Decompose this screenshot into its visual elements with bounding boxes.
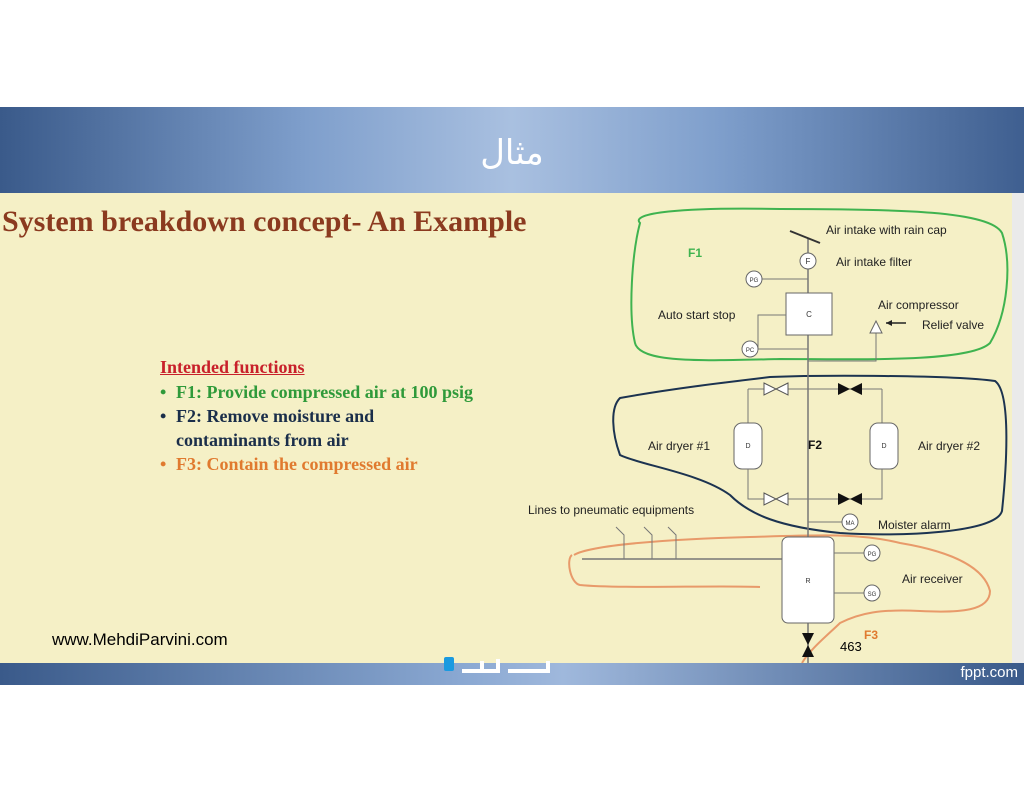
page-number: 463: [840, 639, 862, 654]
website-url: www.MehdiParvini.com: [52, 630, 228, 649]
label-auto-start-stop: Auto start stop: [658, 308, 736, 322]
bullet: •: [160, 454, 167, 474]
label-moister-alarm: Moister alarm: [878, 518, 951, 532]
pressure-switch-label: PC: [745, 348, 755, 354]
valve-bottom-right: [838, 493, 850, 505]
bullet: •: [160, 382, 167, 402]
pressure-gauge-top-label: PG: [749, 278, 759, 284]
dryer-1-symbol: D: [745, 443, 751, 450]
slide-content: [0, 193, 1012, 663]
function-item-f2: [160, 404, 473, 428]
slide-title: System breakdown concept- An Example: [2, 205, 527, 238]
moisture-alarm-symbol-label: MA: [845, 521, 855, 527]
label-lines-pneumatic: Lines to pneumatic equipments: [528, 503, 695, 517]
function-item-f1: [160, 380, 473, 404]
valve-bottom-left: [764, 493, 776, 505]
drain-valve: [802, 633, 814, 645]
f3-boundary: [569, 535, 990, 663]
relief-valve-symbol: [870, 321, 882, 333]
filter-symbol-label: F: [805, 257, 811, 266]
footer-brand: fppt.com: [960, 664, 1018, 681]
label-air-dryer-1: Air dryer #1: [648, 439, 711, 453]
valve-top-right: [838, 383, 850, 395]
banner-title: مثال: [480, 133, 544, 173]
sight-glass-symbol-label: SG: [867, 592, 877, 598]
function-text: F2: Remove moisture and: [176, 406, 375, 426]
function-text: F3: Contain the compressed air: [176, 454, 418, 474]
rain-cap-line: [790, 231, 820, 243]
label-f2: F2: [808, 438, 823, 452]
label-air-intake-rain-cap: Air intake with rain cap: [826, 223, 947, 237]
functions-heading: Intended functions: [160, 357, 305, 377]
label-f3: F3: [864, 628, 879, 642]
receiver-pressure-gauge-label: PG: [867, 552, 877, 558]
title-banner: [0, 107, 1024, 193]
receiver-symbol: R: [805, 578, 811, 585]
function-item-f3: [160, 452, 473, 476]
compressor-label: C: [806, 310, 812, 319]
bullet: •: [160, 406, 167, 426]
f1-boundary: [631, 209, 1007, 361]
intended-functions: [160, 357, 473, 476]
label-f1: F1: [688, 246, 703, 260]
label-air-compressor: Air compressor: [878, 298, 959, 312]
label-air-dryer-2: Air dryer #2: [918, 439, 981, 453]
label-air-intake-filter: Air intake filter: [836, 255, 913, 269]
slide-edge-strip: [1012, 193, 1024, 663]
decorative-logo-icon: [438, 651, 558, 679]
function-text: F1: Provide compressed air at 100 psig: [176, 382, 473, 402]
function-text: contaminants from air: [176, 430, 349, 450]
dryer-2-symbol: D: [881, 443, 887, 450]
label-relief-valve: Relief valve: [922, 318, 985, 332]
system-diagram: [520, 193, 1012, 663]
valve-top-left: [764, 383, 776, 395]
function-item-f2-cont: [160, 428, 473, 452]
label-air-receiver: Air receiver: [902, 572, 963, 586]
